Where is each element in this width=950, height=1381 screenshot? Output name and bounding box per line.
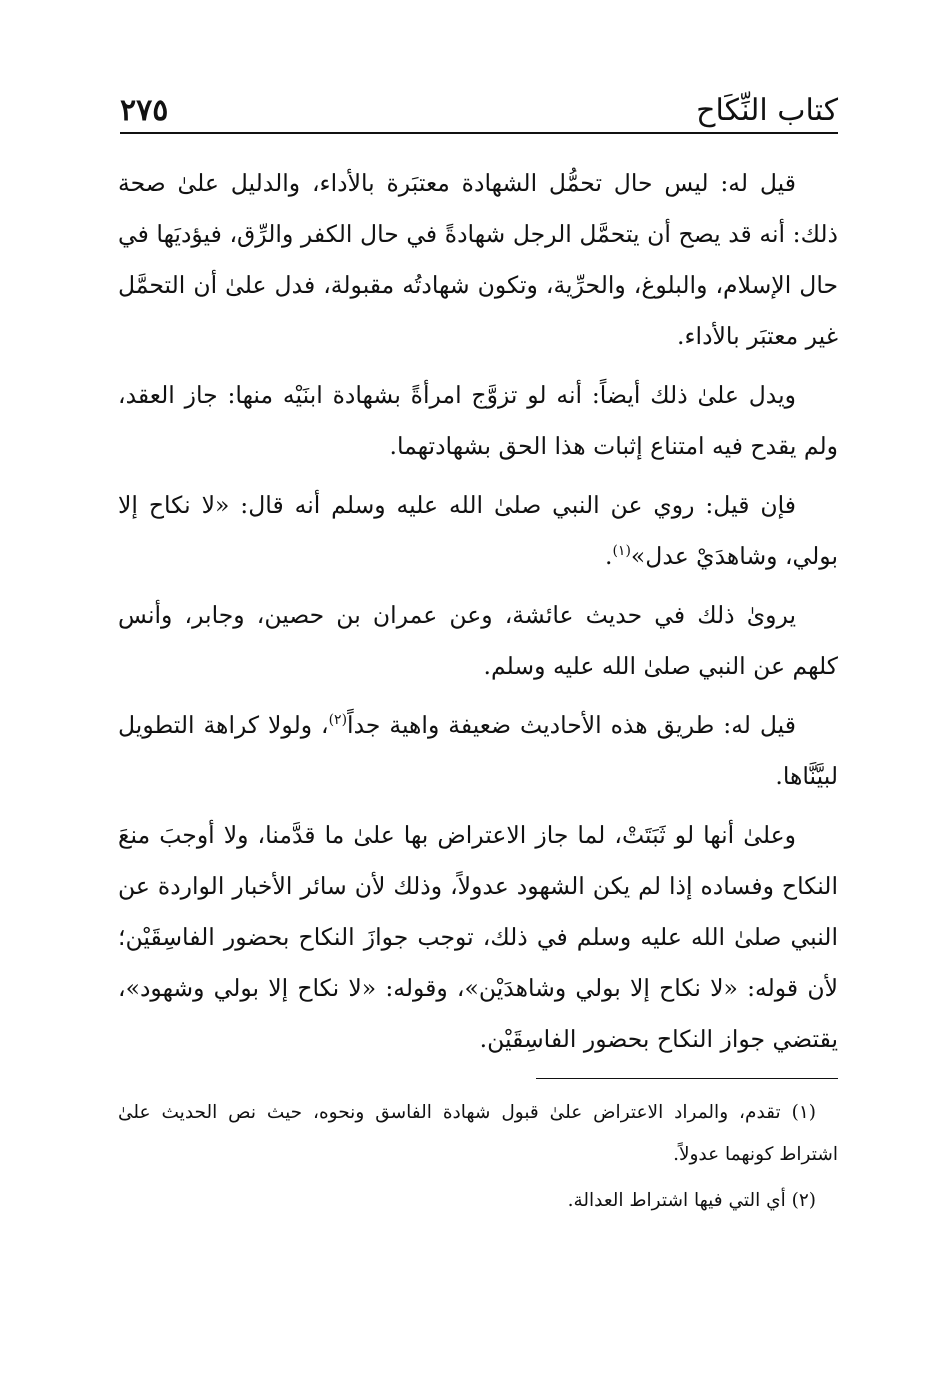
page-header: [120, 86, 838, 134]
paragraph: [118, 700, 838, 802]
footnote: (١) تقدم، والمراد الاعتراض علىٰ قبول شهادة الفاسق ونحوه، حيث نص الحديث علىٰ اشتراط كونهما عدولاً.: [118, 1102, 838, 1165]
paragraph-text: قيل له: طريق هذه الأحاديث ضعيفة واهية جداً: [347, 711, 796, 739]
footnote-reference: (٢): [328, 712, 348, 729]
chapter-title: كتاب النِّكَاح: [696, 93, 838, 128]
footnote-reference: (١): [612, 543, 631, 560]
paragraph: [118, 158, 838, 362]
paragraph: [118, 370, 838, 472]
paragraph-text-end: .: [604, 542, 613, 570]
main-text: [118, 158, 838, 1073]
paragraph-text: قيل له: ليس حال تحمُّل الشهادة معتبَرة بالأداء، والدليل علىٰ صحة ذلك: أنه قد يصح أن يتحمَّل الرجل شهادةً في حال الكفر والرِّق، فيؤديَها في حال الإسلام، والبلوغ، والحرِّية، وتكون شهادتُه مقبولة، فدل علىٰ أن التحمَّل غير معتبَر بالأداء.: [118, 169, 838, 350]
page-number: ٢٧٥: [120, 93, 169, 128]
paragraph-text: فإن قيل: روي عن النبي صلىٰ الله عليه وسلم أنه قال: «لا نكاح إلا بولي، وشاهدَيْ عدل»: [118, 491, 838, 570]
paragraph: [118, 810, 838, 1065]
paragraph: [118, 480, 838, 582]
footnote: (٢) أي التي فيها اشتراط العدالة.: [567, 1190, 816, 1211]
footnotes: [118, 1092, 838, 1226]
paragraph-text: ويدل علىٰ ذلك أيضاً: أنه لو تزوَّج امرأةً بشهادة ابنَيْه منها: جاز العقد، ولم يقدح فيه امتناع إثبات هذا الحق بشهادتهما.: [118, 381, 838, 460]
paragraph: [118, 590, 838, 692]
paragraph-text: وعلىٰ أنها لو ثَبَتَتْ، لما جاز الاعتراض بها علىٰ ما قدَّمنا، ولا أوجبَ منعَ النكاح وفساده إذا لم يكن الشهود عدولاً، وذلك لأن سائر الأخبار الواردة عن النبي صلىٰ الله عليه وسلم في ذلك، توجب جوازَ النكاح بحضور الفاسِقَيْن؛ لأن قوله: «لا نكاح إلا بولي وشاهدَيْن»، وقوله: «لا نكاح إلا بولي وشهود»، يقتضي جواز النكاح بحضور الفاسِقَيْن.: [118, 821, 838, 1053]
footnote-divider: [536, 1078, 838, 1079]
paragraph-text-end: ، ولولا كراهة التطويل لبيَّنَّاها.: [118, 711, 838, 790]
paragraph-text: يرویٰ ذلك في حديث عائشة، وعن عمران بن حصين، وجابر، وأنس كلهم عن النبي صلىٰ الله عليه وسلم.: [118, 601, 838, 680]
